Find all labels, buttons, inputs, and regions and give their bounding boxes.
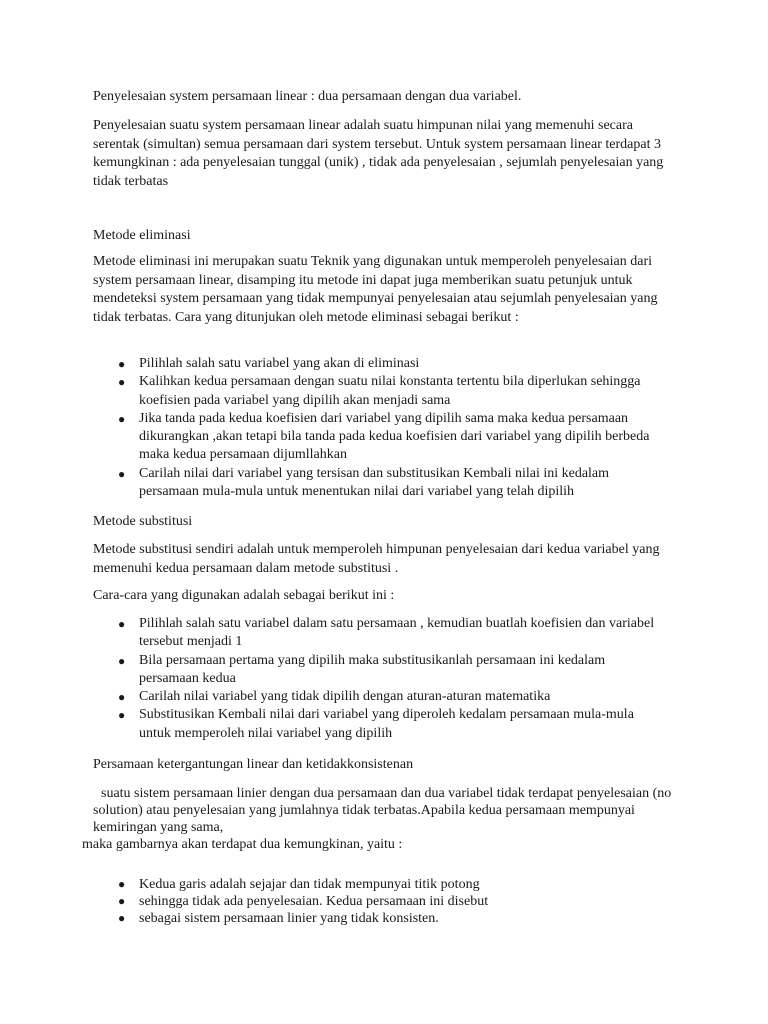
substitusi-heading: Metode substitusi bbox=[93, 514, 193, 529]
bullet-icon: ● bbox=[118, 690, 126, 705]
substitusi-paragraph: Metode substitusi sendiri adalah untuk memperoleh himpunan penyelesaian dari kedua variabel yang memenuhi kedua persamaan dalam metode substitusi . bbox=[93, 542, 660, 576]
substitusi-steps-list bbox=[93, 615, 663, 743]
list-item-text: Kalihkan kedua persamaan dengan suatu nilai konstanta tertentu bila diperlukan sehingga koefisien pada variabel yang dipilih akan menjadi sama bbox=[139, 374, 641, 408]
bullet-icon: ● bbox=[118, 877, 126, 891]
list-item-text: Bila persamaan pertama yang dipilih maka substitusikanlah persamaan ini kedalam persamaan kedua bbox=[139, 652, 606, 686]
document-title: Penyelesaian system persamaan linear : dua persamaan dengan dua variabel. bbox=[93, 89, 522, 104]
list-item bbox=[93, 706, 663, 743]
ketergantungan-paragraph: suatu sistem persamaan linier dengan dua persamaan dan dua variabel tidak terdapat penyelesaian (no solution) atau penyelesaian yang jumlahnya tidak terbatas.Apabila kedua persamaan mempunyai kemiringan yang sama, bbox=[93, 786, 672, 835]
list-item-text: Pilihlah salah satu variabel yang akan di eliminasi bbox=[139, 356, 420, 371]
list-item-text: Kedua garis adalah sejajar dan tidak mempunyai titik potong bbox=[139, 877, 480, 892]
list-item-text: sebagai sistem persamaan linier yang tidak konsisten. bbox=[139, 911, 439, 926]
list-item bbox=[93, 410, 663, 465]
list-item bbox=[93, 652, 663, 689]
bullet-icon: ● bbox=[118, 617, 126, 631]
list-item bbox=[93, 373, 663, 410]
eliminasi-paragraph: Metode eliminasi ini merupakan suatu Teknik yang digunakan untuk memperoleh penyelesaian dari system persamaan linear, disamping itu metode ini dapat juga memberikan suatu petunjuk untuk mendeteksi system persamaan yang tidak mempunyai penyelesaian atau sejumlah penyelesaian yang tidak terbatas. Cara yang ditunjukan oleh metode eliminasi sebagai berikut : bbox=[93, 254, 658, 325]
list-item-text: Substitusikan Kembali nilai dari variabel yang diperoleh kedalam persamaan mula-mula untuk memperoleh nilai variabel yang dipilih bbox=[139, 707, 634, 741]
bullet-icon: ● bbox=[118, 708, 126, 723]
list-item-text: Pilihlah salah satu variabel dalam satu persamaan , kemudian buatlah koefisien dan variabel tersebut menjadi 1 bbox=[139, 616, 655, 650]
ketergantungan-paragraph-2: maka gambarnya akan terdapat dua kemungkinan, yaitu : bbox=[82, 837, 403, 852]
list-item bbox=[93, 465, 663, 502]
list-item bbox=[93, 910, 663, 927]
bullet-icon: ● bbox=[118, 357, 126, 371]
eliminasi-steps-list bbox=[93, 355, 663, 501]
list-item-text: Jika tanda pada kedua koefisien dari variabel yang dipilih sama maka kedua persamaan dikurangkan ,akan tetapi bila tanda pada kedua koefisien dari variabel yang dipilih berbeda maka kedua persamaan dijumllahkan bbox=[139, 410, 650, 463]
ketergantungan-list bbox=[93, 876, 663, 927]
list-item bbox=[93, 615, 663, 652]
bullet-icon: ● bbox=[118, 466, 126, 481]
list-item-text: sehingga tidak ada penyelesaian. Kedua persamaan ini disebut bbox=[139, 894, 489, 909]
intro-paragraph: Penyelesaian suatu system persamaan linear adalah suatu himpunan nilai yang memenuhi secara serentak (simultan) semua persamaan dari system tersebut. Untuk system persamaan linear terdapat 3 kemungkinan : ada penyelesaian tunggal (unik) , tidak ada penyelesaian , sejumlah penyelesaian yang tidak terbatas bbox=[93, 118, 664, 189]
substitusi-lead: Cara-cara yang digunakan adalah sebagai berikut ini : bbox=[93, 588, 395, 603]
ketergantungan-heading: Persamaan ketergantungan linear dan ketidakkonsistenan bbox=[93, 757, 414, 772]
bullet-icon: ● bbox=[118, 375, 126, 390]
bullet-icon: ● bbox=[118, 653, 126, 668]
bullet-icon: ● bbox=[118, 894, 126, 908]
list-item bbox=[93, 893, 663, 910]
bullet-icon: ● bbox=[118, 411, 126, 426]
eliminasi-heading: Metode eliminasi bbox=[93, 228, 191, 243]
list-item-text: Carilah nilai dari variabel yang tersisan dan substitusikan Kembali nilai ini kedalam persamaan mula-mula untuk menentukan nilai dari variabel yang telah dipilih bbox=[139, 465, 610, 500]
bullet-icon: ● bbox=[118, 911, 126, 925]
list-item bbox=[93, 355, 663, 373]
list-item bbox=[93, 688, 663, 706]
list-item-text: Carilah nilai variabel yang tidak dipilih dengan aturan-aturan matematika bbox=[139, 689, 551, 705]
list-item bbox=[93, 876, 663, 893]
